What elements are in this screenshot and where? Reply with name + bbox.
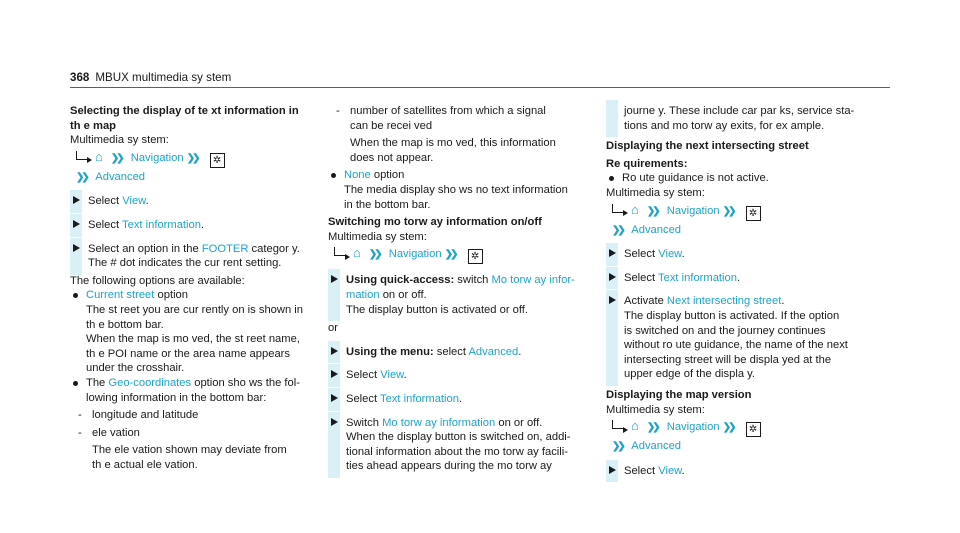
paragraph: th e bottom bar. (86, 318, 164, 331)
paragraph: th e POI name or the area name appears (86, 347, 290, 360)
section-heading: Switching mo torw ay information on/off (328, 216, 542, 229)
text: . (403, 369, 407, 382)
text: Select (624, 248, 659, 261)
step (328, 392, 593, 407)
step (70, 218, 315, 233)
requirements-label: Re quirements: (606, 157, 688, 170)
link-view[interactable]: View (122, 195, 146, 208)
section-heading: Displaying the next intersecting street (606, 140, 809, 153)
path-advanced[interactable]: Advanced (631, 223, 682, 236)
paragraph: under the crosshair. (86, 362, 185, 375)
step-text: is switched on and the journey continues (624, 324, 826, 337)
paragraph: lowing information in the bottom bar: (86, 391, 267, 404)
column-1 (70, 104, 315, 472)
settings-icon[interactable]: ✲ (468, 249, 483, 264)
text: option sho ws the fol‐ (191, 376, 300, 389)
path-navigation[interactable]: Navigation (666, 421, 720, 434)
text: . (781, 295, 785, 308)
text: option (370, 169, 405, 182)
dash-item: - longitude and latitude (70, 408, 315, 423)
double-chevron-icon: ❯❯ (186, 152, 198, 164)
column-3 (606, 104, 876, 478)
step-text: ties ahead appears during the mo torw ay (346, 460, 552, 473)
page-title: MBUX multimedia sy stem (95, 71, 232, 84)
double-chevron-icon: ❯❯ (444, 249, 456, 261)
text: . (458, 392, 463, 405)
paragraph: in the bottom bar. (344, 198, 431, 211)
step (328, 273, 593, 317)
menu-path-2 (606, 223, 876, 239)
link-geo-coordinates[interactable]: Geo-coordinates (108, 376, 192, 389)
hook-arrow-icon (334, 247, 346, 256)
text: select (433, 345, 469, 358)
step-label: Using the menu: (346, 345, 434, 358)
link-text-information[interactable]: Text information (122, 218, 201, 231)
path-advanced[interactable]: Advanced (95, 170, 146, 183)
step (328, 345, 593, 360)
step (606, 464, 876, 479)
double-chevron-icon: ❯❯ (646, 205, 658, 217)
link-motorway-information[interactable]: Mo torw ay information (382, 416, 496, 429)
step-triangle-icon (73, 220, 80, 228)
double-chevron-icon: ❯❯ (110, 152, 122, 164)
link-current-street[interactable]: Current street (86, 289, 155, 302)
link-text-information[interactable]: Text information (380, 392, 459, 405)
paragraph: The media display sho ws no text information (344, 183, 568, 196)
multimedia-label: Multimedia sy stem: (328, 230, 427, 243)
step-text: upper edge of the displa y. (624, 368, 756, 381)
step-triangle-icon (331, 418, 338, 426)
step-text: When the display button is switched on, addi‐ (346, 431, 571, 444)
step-text: The display button is activated or off. (346, 303, 529, 316)
link-motorway-information[interactable]: Mo torw ay infor‐ (491, 274, 575, 287)
paragraph: The st reet you are cur rently on is shown in (86, 303, 304, 316)
hook-arrow-icon (612, 204, 624, 213)
text: . (681, 248, 685, 261)
path-navigation[interactable]: Navigation (130, 151, 184, 164)
step-label: Using quick-access: (346, 274, 455, 287)
paragraph: When the map is mo ved, this information (350, 137, 556, 150)
step-text: tions and mo torw ay exits, for ex ample. (624, 119, 825, 132)
or-text: or (328, 322, 338, 335)
step-text: intersecting street will be displa yed at the (624, 353, 832, 366)
step-text: categor y. (248, 242, 300, 255)
step-triangle-icon (331, 394, 338, 402)
home-icon[interactable]: ⌂ (631, 418, 639, 434)
section-heading-cont: th e map (70, 119, 117, 132)
link-view[interactable]: View (380, 369, 404, 382)
menu-path-2 (70, 170, 315, 186)
paragraph: The following options are available: (70, 274, 245, 287)
settings-icon[interactable]: ✲ (746, 206, 761, 221)
step-text: Select (88, 218, 122, 231)
text: on or off. (379, 288, 427, 301)
step-text: tional information about the mo torw ay facili‐ (346, 445, 568, 458)
link-none[interactable]: None (344, 169, 371, 182)
path-advanced[interactable]: Advanced (631, 440, 682, 453)
path-navigation[interactable]: Navigation (388, 248, 442, 261)
home-icon[interactable]: ⌂ (353, 245, 361, 261)
text: Select (346, 392, 380, 405)
home-icon[interactable]: ⌂ (95, 148, 103, 164)
step-triangle-icon (609, 273, 616, 281)
list-item (328, 168, 593, 183)
hook-arrow-icon (76, 151, 88, 160)
step (70, 194, 315, 209)
double-chevron-icon: ❯❯ (368, 249, 380, 261)
step-text: Select (88, 195, 123, 208)
step-triangle-icon (609, 249, 616, 257)
step-triangle-icon (609, 466, 616, 474)
step (606, 294, 876, 382)
page-header (70, 71, 231, 86)
link-view[interactable]: View (658, 248, 682, 261)
paragraph: The ele vation shown may deviate from (92, 444, 287, 457)
paragraph: When the map is mo ved, the st reet name, (86, 333, 300, 346)
step-continued (606, 104, 876, 133)
multimedia-label: Multimedia sy stem: (606, 403, 705, 416)
double-chevron-icon: ❯❯ (722, 205, 734, 217)
link-text-information[interactable]: Text information (658, 271, 737, 284)
step-triangle-icon (73, 196, 80, 204)
column-2 (328, 104, 593, 474)
step-text: The # dot indicates the cur rent setting. (88, 257, 282, 270)
path-navigation[interactable]: Navigation (666, 204, 720, 217)
text: . (736, 271, 741, 284)
link-view[interactable]: View (658, 464, 682, 477)
step-text: . (145, 195, 149, 208)
text: Activate (624, 295, 667, 308)
settings-icon[interactable]: ✲ (746, 422, 761, 437)
link-advanced[interactable]: Advanced (468, 345, 519, 358)
menu-path-2 (606, 439, 876, 455)
multimedia-label: Multimedia sy stem: (70, 134, 169, 147)
step (328, 416, 593, 474)
step-text: without ro ute guidance, the name of the next (624, 339, 848, 352)
list-item (70, 376, 315, 391)
step-text: The display button is activated. If the option (624, 309, 840, 322)
multimedia-label: Multimedia sy stem: (606, 186, 705, 199)
menu-path (606, 419, 876, 437)
step (606, 247, 876, 262)
settings-icon[interactable]: ✲ (210, 153, 225, 168)
menu-path (328, 246, 593, 264)
text: Select (624, 271, 658, 284)
link-footer[interactable]: FOOTER (201, 242, 249, 255)
step-triangle-icon (331, 347, 338, 355)
double-chevron-icon: ❯❯ (612, 441, 623, 453)
text: switch (454, 274, 492, 287)
paragraph: does not appear. (350, 151, 434, 164)
step (70, 242, 315, 271)
step-text: journe y. These include car par ks, service sta‐ (624, 105, 855, 117)
text: . (681, 464, 685, 477)
text: . (518, 345, 522, 358)
dash-item: - number of satellites from which a signal (328, 104, 593, 119)
home-icon[interactable]: ⌂ (631, 201, 639, 217)
double-chevron-icon: ❯❯ (612, 224, 623, 236)
text: Select (624, 464, 659, 477)
step (328, 368, 593, 383)
double-chevron-icon: ❯❯ (722, 422, 734, 434)
step-text: . (200, 218, 205, 231)
step-triangle-icon (73, 244, 80, 252)
text: Select (346, 369, 381, 382)
text: The (86, 376, 109, 389)
paragraph: th e actual ele vation. (92, 458, 198, 471)
double-chevron-icon: ❯❯ (76, 171, 87, 183)
dash-item: - ele vation (70, 426, 315, 441)
menu-path (70, 150, 315, 168)
link-motorway-information-cont[interactable]: mation (346, 288, 380, 301)
text: on or off. (495, 416, 543, 429)
menu-path (606, 203, 876, 221)
step-triangle-icon (331, 275, 338, 283)
header-rule (70, 87, 890, 88)
step-triangle-icon (331, 370, 338, 378)
step (606, 271, 876, 286)
page-number: 368 (70, 71, 90, 84)
section-heading: Displaying the map version (606, 388, 752, 401)
step-text: Select an option in the (88, 242, 202, 255)
list-item: Ro ute guidance is not active. (606, 171, 876, 186)
step-triangle-icon (609, 296, 616, 304)
link-next-intersecting-street[interactable]: Next intersecting street (666, 295, 782, 308)
section-heading: Selecting the display of te xt information in (70, 105, 299, 117)
double-chevron-icon: ❯❯ (646, 422, 658, 434)
text: Switch (346, 416, 383, 429)
text: option (154, 289, 188, 302)
list-item (70, 288, 315, 303)
hook-arrow-icon (612, 420, 624, 429)
paragraph: can be recei ved (350, 119, 433, 132)
